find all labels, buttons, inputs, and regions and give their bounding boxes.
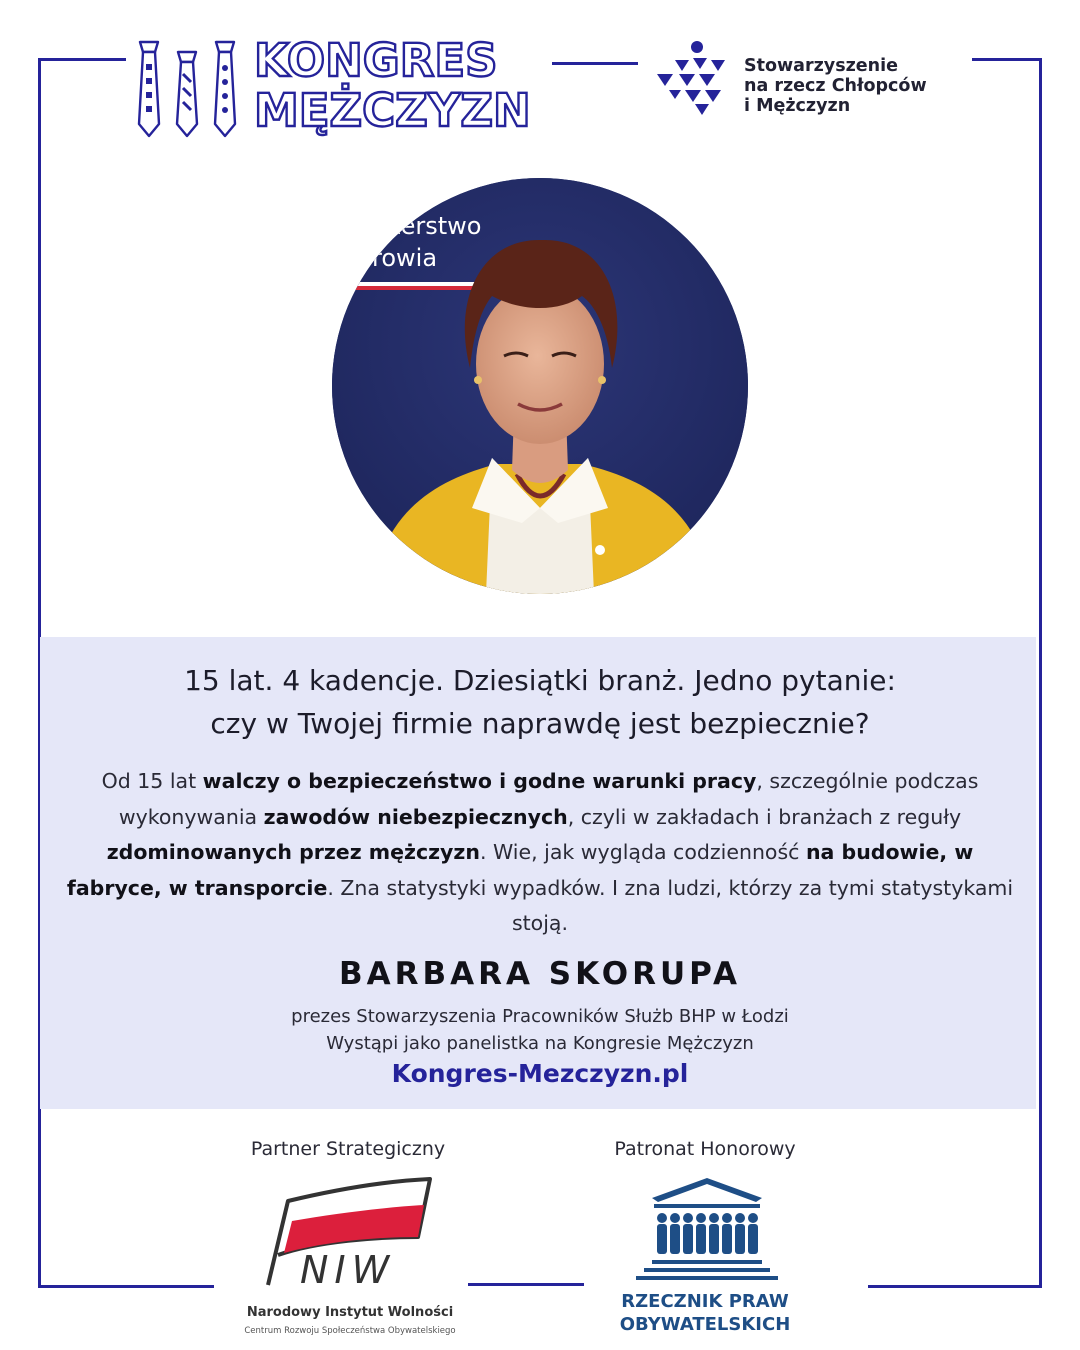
niw-name: Narodowy Instytut Wolności	[246, 1305, 454, 1320]
association-line2: na rzecz Chłopców	[744, 76, 927, 96]
niw-mark: NIW	[300, 1248, 396, 1292]
headline-line2: czy w Twojej firmie naprawdę jest bezpiecznie?	[210, 707, 870, 740]
frame-bottom-middle-line	[468, 1283, 584, 1286]
description-text: . Zna statystyki wypadków. I zna ludzi, którzy za tymi statystykami stoją.	[327, 875, 1014, 935]
partner-label: Partner Strategiczny	[250, 1138, 446, 1160]
portrait-illustration	[332, 178, 748, 594]
description-bold: zawodów niebezpiecznych	[263, 804, 568, 829]
description-bold: walczy o bezpieczeństwo i godne warunki pracy	[202, 769, 757, 793]
speaker-description	[60, 764, 1020, 942]
association-line3: i Mężczyzn	[744, 96, 851, 116]
description-bold: zdominowanych przez mężczyzn	[106, 840, 480, 864]
description-text: . Wie, jak wygląda codzienność	[479, 840, 806, 864]
rpo-line2: OBYWATELSKICH	[619, 1314, 791, 1335]
kongres-line1: KONGRES	[254, 34, 498, 87]
speaker-name: BARBARA SKORUPA	[339, 956, 741, 992]
speaker-role-line1: prezes Stowarzyszenia Pracowników Służb BHP w Łodzi	[291, 1006, 789, 1027]
rpo-line1: RZECZNIK PRAW	[621, 1291, 789, 1312]
niw-subtitle: Centrum Rozwoju Społeczeństwa Obywatelskiego	[244, 1326, 456, 1336]
frame-top-right-line	[972, 58, 1042, 61]
speaker-portrait	[332, 178, 748, 594]
association-mark-icon	[655, 40, 731, 116]
frame-top-left-line	[38, 58, 126, 61]
frame-top-middle-line	[552, 62, 638, 65]
patron-label: Patronat Honorowy	[614, 1138, 796, 1160]
description-text: , szczególnie podczas wykonywania	[118, 769, 979, 829]
headline-line1: 15 lat. 4 kadencje. Dziesiątki branż. Jedno pytanie:	[184, 664, 896, 697]
backdrop-text-line1: isterstwo	[372, 212, 482, 240]
backdrop-text-line2: rowia	[372, 244, 438, 272]
association-line1: Stowarzyszenie	[744, 56, 898, 76]
description-bold: na budowie, w fabryce, w transporcie	[66, 840, 974, 900]
association-name	[744, 56, 927, 116]
niw-logo-icon	[258, 1175, 438, 1295]
rpo-name	[580, 1290, 830, 1336]
description-text: Od 15 lat	[101, 769, 203, 793]
kongres-line2: MĘŻCZYZN	[254, 84, 531, 137]
kongres-wordmark	[254, 36, 531, 136]
frame-bottom-right-line	[868, 1285, 1042, 1288]
description-text: , czyli w zakładach i branżach z reguły	[567, 804, 962, 829]
headline	[0, 659, 1080, 745]
kongres-mezczyzn-logo	[132, 36, 532, 142]
rpo-building-icon	[632, 1174, 782, 1286]
speaker-role	[0, 1003, 1080, 1057]
association-logo	[655, 40, 975, 120]
frame-bottom-left-line	[38, 1285, 214, 1288]
speaker-role-line2: Wystąpi jako panelistka na Kongresie Mężczyzn	[326, 1033, 754, 1054]
ties-icon	[132, 38, 242, 142]
website-link[interactable]: Kongres-Mezczyzn.pl	[391, 1059, 689, 1088]
